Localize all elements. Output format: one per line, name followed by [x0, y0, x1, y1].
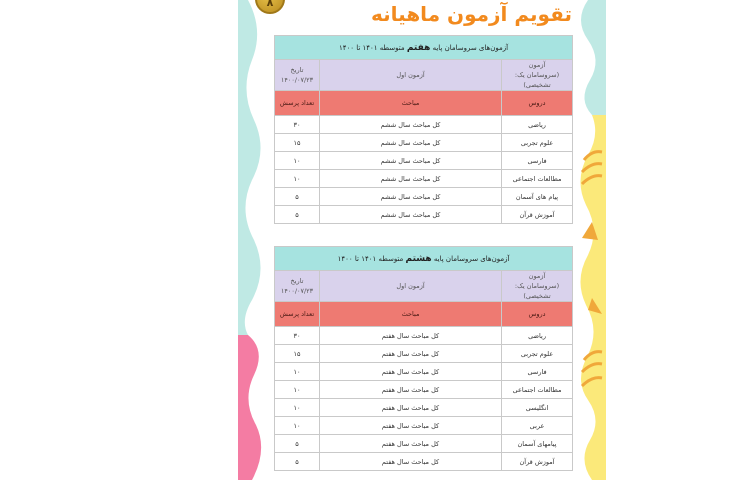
topic-cell: کل مباحث سال ششم [320, 170, 502, 188]
exam-name-cell: آزمون اول [320, 271, 502, 302]
lesson-cell: ریاضی [502, 116, 573, 134]
lesson-cell: علوم تجربی [502, 345, 573, 363]
exam-type-cell: آزمون (سروسامان یک: تشخیصی) [502, 271, 573, 302]
topic-cell: کل مباحث سال هفتم [320, 327, 502, 345]
column-header-topic: مباحث [320, 302, 502, 327]
topic-cell: کل مباحث سال هفتم [320, 453, 502, 471]
table-row [275, 435, 573, 453]
count-cell: ۱۰ [275, 152, 320, 170]
lesson-cell: مطالعات اجتماعی [502, 381, 573, 399]
lesson-cell: مطالعات اجتماعی [502, 170, 573, 188]
lesson-cell: انگلیسی [502, 399, 573, 417]
wavy-left-border-decoration [238, 0, 268, 480]
table-row [275, 327, 573, 345]
table-row [275, 134, 573, 152]
topic-cell: کل مباحث سال هفتم [320, 363, 502, 381]
topic-cell: کل مباحث سال هفتم [320, 381, 502, 399]
table-row [275, 152, 573, 170]
column-header-lesson: دروس [502, 91, 573, 116]
count-cell: ۵ [275, 435, 320, 453]
count-cell: ۵ [275, 206, 320, 224]
table-row [275, 170, 573, 188]
topic-cell: کل مباحث سال هفتم [320, 345, 502, 363]
document-page [238, 0, 606, 480]
exam-name-cell: آزمون اول [320, 60, 502, 91]
grade-label: هشتم [405, 253, 432, 264]
column-header-topic: مباحث [320, 91, 502, 116]
topic-cell: کل مباحث سال هفتم [320, 399, 502, 417]
lesson-cell: فارسی [502, 152, 573, 170]
topic-cell: کل مباحث سال هفتم [320, 435, 502, 453]
count-cell: ۳۰ [275, 116, 320, 134]
table-row [275, 453, 573, 471]
topic-cell: کل مباحث سال ششم [320, 116, 502, 134]
table-row [275, 381, 573, 399]
topic-cell: کل مباحث سال ششم [320, 188, 502, 206]
table-row [275, 188, 573, 206]
topic-cell: کل مباحث سال ششم [320, 134, 502, 152]
lesson-cell: آموزش قرآن [502, 206, 573, 224]
page-title: تقویم آزمون ماهیانه [371, 2, 572, 26]
page-number: ۸ [266, 0, 274, 9]
exam-type-cell: آزمون (سروسامان یک: تشخیصی) [502, 60, 573, 91]
column-header-count: تعداد پرسش [275, 302, 320, 327]
lesson-cell: آموزش قرآن [502, 453, 573, 471]
table-row [275, 363, 573, 381]
topic-cell: کل مباحث سال ششم [320, 152, 502, 170]
table-row [275, 206, 573, 224]
lesson-cell: پیام های آسمان [502, 188, 573, 206]
exam-table-grade-7 [274, 35, 573, 224]
exam-date-cell: تاریخ ۱۴۰۰/۰۷/۲۳ [275, 60, 320, 91]
count-cell: ۱۵ [275, 345, 320, 363]
topic-cell: کل مباحث سال ششم [320, 206, 502, 224]
count-cell: ۱۰ [275, 399, 320, 417]
count-cell: ۳۰ [275, 327, 320, 345]
column-header-count: تعداد پرسش [275, 91, 320, 116]
count-cell: ۵ [275, 188, 320, 206]
exam-table-grade-8 [274, 246, 573, 471]
lesson-cell: فارسی [502, 363, 573, 381]
topic-cell: کل مباحث سال هفتم [320, 417, 502, 435]
table-row [275, 417, 573, 435]
exam-date-cell: تاریخ ۱۴۰۰/۰۷/۲۳ [275, 271, 320, 302]
lesson-cell: پیامهای آسمان [502, 435, 573, 453]
table-row [275, 116, 573, 134]
count-cell: ۱۰ [275, 381, 320, 399]
table-row [275, 345, 573, 363]
table-title: آزمون‌های سروسامان پایه هفتم متوسطه ۱۴۰۱ تا ۱۴۰۰ [275, 36, 573, 60]
wavy-right-border-decoration [570, 0, 606, 480]
grade-label: هفتم [406, 42, 431, 53]
count-cell: ۵ [275, 453, 320, 471]
lesson-cell: علوم تجربی [502, 134, 573, 152]
count-cell: ۱۰ [275, 417, 320, 435]
table-row [275, 399, 573, 417]
count-cell: ۱۰ [275, 170, 320, 188]
count-cell: ۱۵ [275, 134, 320, 152]
count-cell: ۱۰ [275, 363, 320, 381]
table-title: آزمون‌های سروسامان پایه هشتم متوسطه ۱۴۰۱ تا ۱۴۰۰ [275, 247, 573, 271]
lesson-cell: ریاضی [502, 327, 573, 345]
column-header-lesson: دروس [502, 302, 573, 327]
lesson-cell: عربی [502, 417, 573, 435]
